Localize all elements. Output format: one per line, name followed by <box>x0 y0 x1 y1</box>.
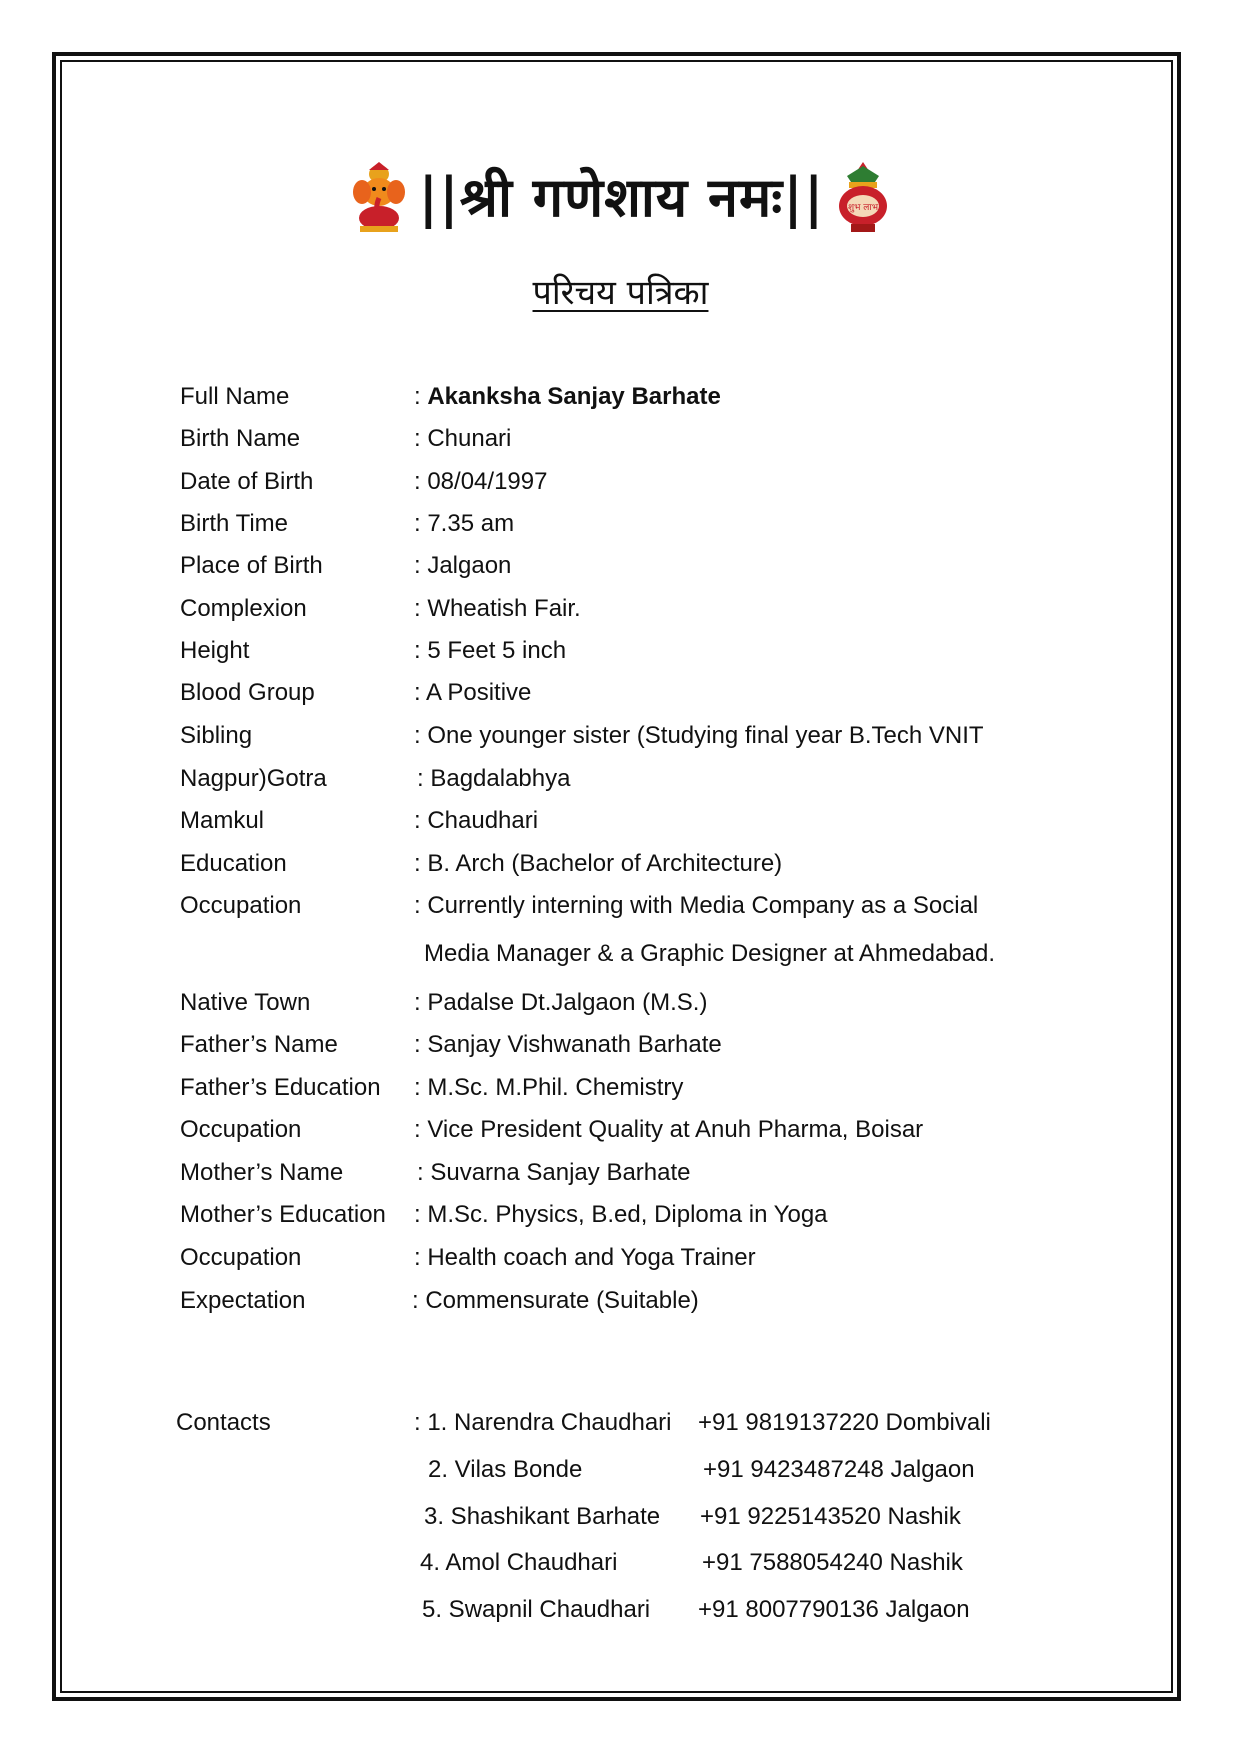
detail-value: : B. Arch (Bachelor of Architecture) <box>414 850 783 877</box>
detail-label: Height <box>180 637 250 664</box>
detail-value: : Bagdalabhya <box>417 765 571 792</box>
detail-value: Media Manager & a Graphic Designer at Ahmedabad. <box>424 940 995 967</box>
detail-value: : Health coach and Yoga Trainer <box>414 1244 756 1271</box>
detail-label: Blood Group <box>180 679 315 706</box>
detail-value: : Vice President Quality at Anuh Pharma, Boisar <box>414 1116 924 1143</box>
page-title-text: परिचय पत्रिका <box>532 273 709 313</box>
detail-label: Nagpur)Gotra <box>180 765 327 792</box>
detail-label: Mother’s Education <box>180 1201 386 1228</box>
contact-name: 2. Vilas Bonde <box>428 1456 583 1483</box>
contact-phone: +91 7588054240 Nashik <box>702 1549 963 1576</box>
detail-value: : Padalse Dt.Jalgaon (M.S.) <box>414 989 708 1016</box>
detail-value: : Sanjay Vishwanath Barhate <box>414 1031 722 1058</box>
detail-value: : A Positive <box>414 679 532 706</box>
detail-label: Father’s Name <box>180 1031 338 1058</box>
detail-value: : One younger sister (Studying final year B.Tech VNIT <box>414 722 984 749</box>
detail-label: Native Town <box>180 989 311 1016</box>
detail-label: Education <box>180 850 287 877</box>
page-title <box>0 268 1241 314</box>
detail-value <box>414 382 721 412</box>
contact-phone: +91 8007790136 Jalgaon <box>698 1596 970 1623</box>
detail-value: : Chaudhari <box>414 807 539 834</box>
full-name-bold: Akanksha Sanjay Barhate <box>427 383 721 410</box>
detail-value: : Jalgaon <box>414 552 512 579</box>
detail-value: : Wheatish Fair. <box>414 595 581 622</box>
contact-phone: +91 9225143520 Nashik <box>700 1503 961 1530</box>
kalash-text: शुभ लाभ <box>847 203 878 213</box>
detail-value: : Chunari <box>414 425 512 452</box>
contact-name: 5. Swapnil Chaudhari <box>422 1596 651 1623</box>
contact-name: : 1. Narendra Chaudhari <box>414 1409 672 1436</box>
invocation-text: ||श्री गणेशाय नमः|| <box>418 165 825 229</box>
detail-label: Birth Name <box>180 425 301 452</box>
detail-label: Full Name <box>180 383 290 410</box>
contact-name: 3. Shashikant Barhate <box>424 1503 661 1530</box>
detail-value: : Currently interning with Media Company as a Social <box>414 892 979 919</box>
detail-value: : 7.35 am <box>414 510 515 537</box>
detail-value: : Commensurate (Suitable) <box>412 1287 699 1314</box>
detail-value: : Suvarna Sanjay Barhate <box>417 1159 691 1186</box>
detail-label: Occupation <box>180 1116 302 1143</box>
detail-label: Occupation <box>180 892 302 919</box>
contacts-label: Contacts <box>176 1409 271 1436</box>
full-name-colon: : <box>414 383 428 410</box>
detail-value: : M.Sc. Physics, B.ed, Diploma in Yoga <box>414 1201 828 1228</box>
contact-phone: +91 9819137220 Dombivali <box>698 1409 991 1436</box>
detail-label: Place of Birth <box>180 552 323 579</box>
detail-label: Mother’s Name <box>180 1159 344 1186</box>
kalash-icon <box>835 160 891 234</box>
detail-label: Date of Birth <box>180 468 314 495</box>
detail-label: Occupation <box>180 1244 302 1271</box>
contact-name: 4. Amol Chaudhari <box>420 1549 618 1576</box>
detail-label: Birth Time <box>180 510 289 537</box>
detail-value: : M.Sc. M.Phil. Chemistry <box>414 1074 684 1101</box>
detail-value: : 08/04/1997 <box>414 468 548 495</box>
detail-label: Mamkul <box>180 807 265 834</box>
detail-label: Complexion <box>180 595 307 622</box>
contact-phone: +91 9423487248 Jalgaon <box>703 1456 975 1483</box>
detail-label: Sibling <box>180 722 253 749</box>
detail-value: : 5 Feet 5 inch <box>414 637 567 664</box>
invocation-header <box>0 152 1241 242</box>
detail-label: Expectation <box>180 1287 306 1314</box>
ganesha-icon <box>350 162 408 232</box>
detail-label: Father’s Education <box>180 1074 381 1101</box>
